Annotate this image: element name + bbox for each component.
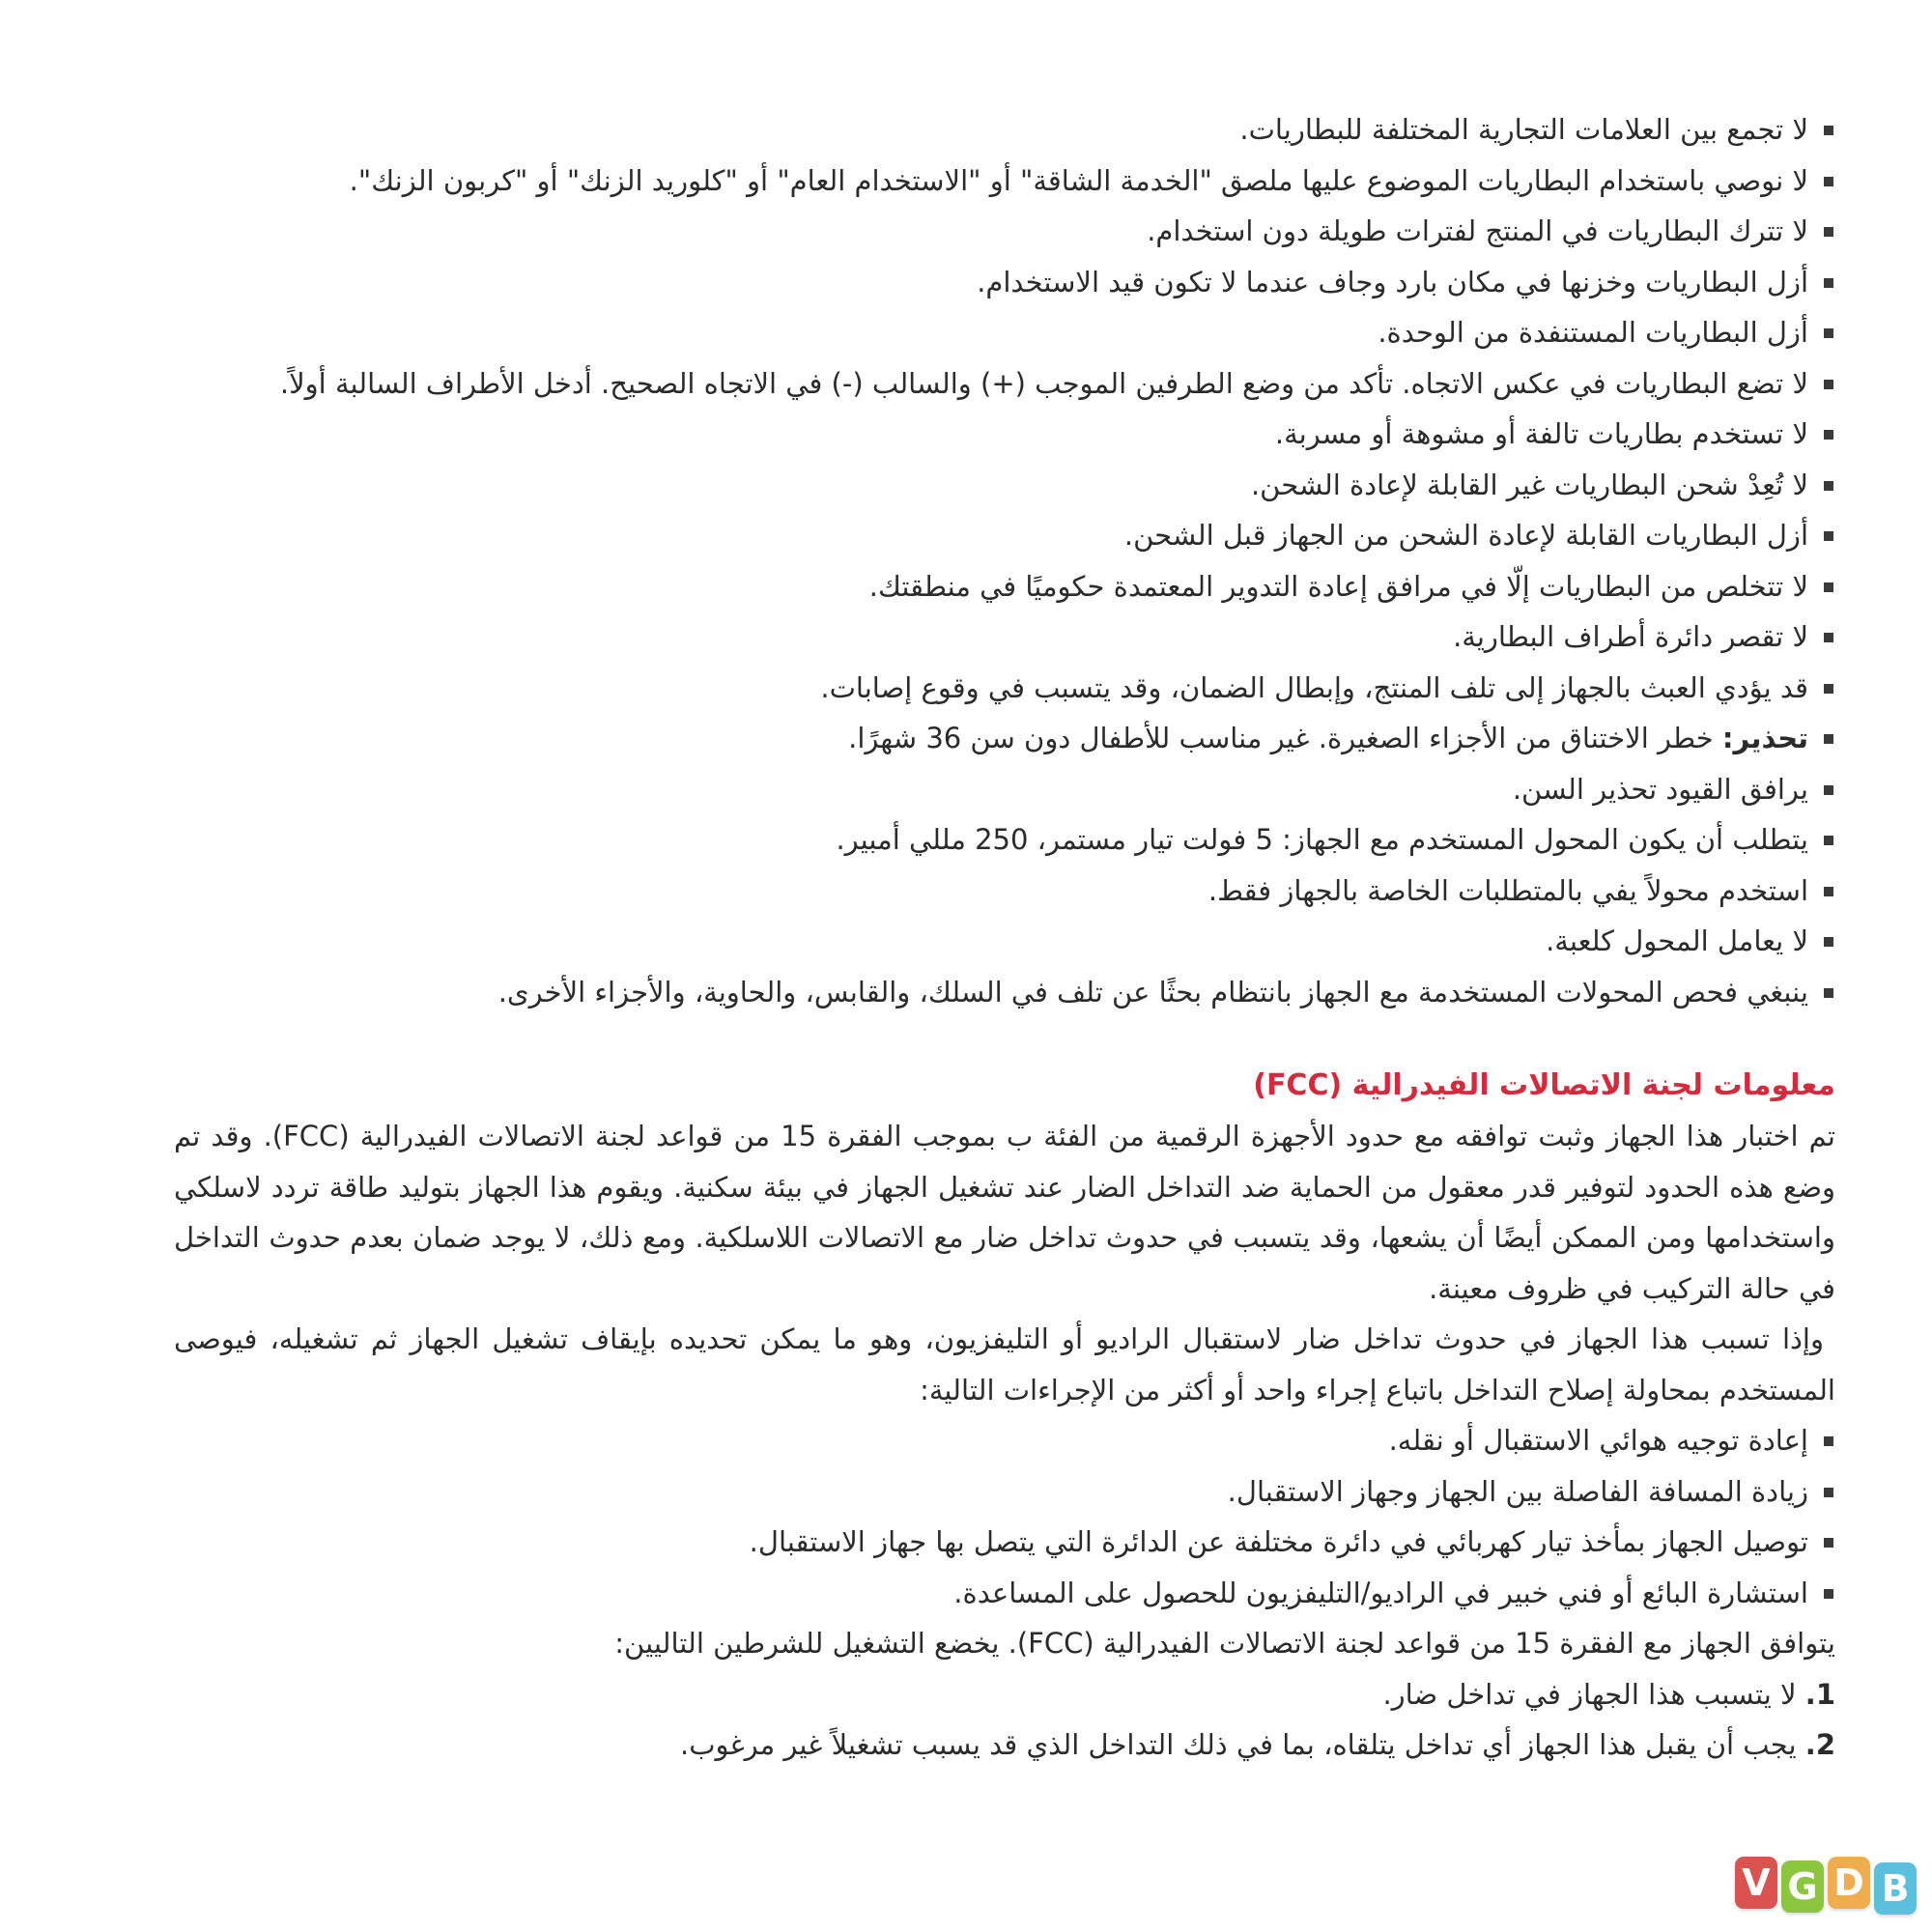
vgdb-watermark-logo [1735,1857,1917,1915]
interference-steps-list [174,1415,1835,1618]
list-item: لا يعامل المحول كلعبة. [174,916,1835,967]
fcc-conditions-list [174,1669,1835,1771]
list-item: أزل البطاريات المستنفدة من الوحدة. [174,307,1835,358]
warning-text: خطر الاختناق من الأجزاء الصغيرة. غير مناسب للأطفال دون سن 36 شهرًا. [848,722,1722,754]
list-item: استشارة البائع أو فني خبير في الراديو/التليفزيون للحصول على المساعدة. [174,1568,1835,1619]
list-item: لا تقصر دائرة أطراف البطارية. [174,611,1835,663]
battery-safety-list [174,104,1835,1017]
list-item: لا تترك البطاريات في المنتج لفترات طويلة دون استخدام. [174,206,1835,257]
list-item: لا تستخدم بطاريات تالفة أو مشوهة أو مسربة. [174,409,1835,460]
condition-number: 1. [1804,1677,1835,1711]
list-item: ينبغي فحص المحولات المستخدمة مع الجهاز بانتظام بحثًا عن تلف في السلك، والقابس، والحاوية، والأجزاء الأخرى. [174,967,1835,1018]
list-item: زيادة المسافة الفاصلة بين الجهاز وجهاز الاستقبال. [174,1466,1835,1518]
list-item: قد يؤدي العبث بالجهاز إلى تلف المنتج، وإبطال الضمان، وقد يتسبب في وقوع إصابات. [174,663,1835,714]
list-item: لا تضع البطاريات في عكس الاتجاه. تأكد من وضع الطرفين الموجب (+) والسالب (-) في الاتجاه الصحيح. أدخل الأطراف السالبة أولاً. [174,358,1835,410]
list-item: لا نوصي باستخدام البطاريات الموضوع عليها ملصق "الخدمة الشاقة" أو "الاستخدام العام" أو "كلوريد الزنك" أو "كربون الزنك". [174,156,1835,207]
list-item: أزل البطاريات القابلة لإعادة الشحن من الجهاز قبل الشحن. [174,510,1835,561]
warning-label: تحذير: [1721,722,1808,754]
watermark-letter-d: D [1828,1857,1870,1909]
watermark-letter-b: B [1874,1862,1917,1915]
list-item: يرافق القيود تحذير السن. [174,764,1835,815]
fcc-compliance-statement: يتوافق الجهاز مع الفقرة 15 من قواعد لجنة الاتصالات الفيدرالية (FCC). يخضع التشغيل للشرطين التاليين: [614,1627,1835,1660]
list-item: توصيل الجهاز بمأخذ تيار كهربائي في دائرة مختلفة عن الدائرة التي يتصل بها جهاز الاستقبال. [174,1517,1835,1568]
document-page [174,104,1835,1771]
condition-text: لا يتسبب هذا الجهاز في تداخل ضار. [1382,1677,1805,1711]
fcc-paragraph-2: وإذا تسبب هذا الجهاز في حدوث تداخل ضار لاستقبال الراديو أو التليفزيون، وهو ما يمكن تحديده بإيقاف تشغيل الجهاز ثم تشغيله، فيوصى المستخدم بمحاولة إصلاح التداخل باتباع إجراء واحد أو أكثر من الإجراءات التالية: [174,1322,1835,1406]
condition-item [174,1719,1835,1771]
list-item: لا تجمع بين العلامات التجارية المختلفة للبطاريات. [174,104,1835,156]
condition-text: يجب أن يقبل هذا الجهاز أي تداخل يتلقاه، بما في ذلك التداخل الذي قد يسبب تشغيلاً غير مرغوب. [680,1728,1805,1761]
list-item: لا تتخلص من البطاريات إلّا في مرافق إعادة التدوير المعتمدة حكوميًا في منطقتك. [174,561,1835,612]
list-item: يتطلب أن يكون المحول المستخدم مع الجهاز: 5 فولت تيار مستمر، 250 مللي أمبير. [174,814,1835,866]
list-item: لا تُعِدْ شحن البطاريات غير القابلة لإعادة الشحن. [174,460,1835,511]
watermark-letter-v: V [1735,1857,1777,1909]
watermark-letter-g: G [1781,1861,1824,1913]
choking-warning-item [174,713,1835,764]
list-item: إعادة توجيه هوائي الاستقبال أو نقله. [174,1415,1835,1466]
list-item: استخدم محولاً يفي بالمتطلبات الخاصة بالجهاز فقط. [174,866,1835,917]
condition-number: 2. [1804,1728,1835,1761]
fcc-paragraph-1: تم اختبار هذا الجهاز وثبت توافقه مع حدود الأجهزة الرقمية من الفئة ب بموجب الفقرة 15 من قواعد لجنة الاتصالات الفيدرالية (FCC). وقد تم وضع هذه الحدود لتوفير قدر معقول من الحماية ضد التداخل الضار عند تشغيل الجهاز في بيئة سكنية. ويقوم هذا الجهاز بتوليد طاقة تردد لاسلكي واستخدامها ومن الممكن أيضًا أن يشعها، وقد يتسبب في حدوث تداخل ضار مع الاتصالات اللاسلكية. ومع ذلك، لا يوجد ضمان بعدم حدوث التداخل في حالة التركيب في ظروف معينة. [174,1120,1835,1305]
fcc-heading: معلومات لجنة الاتصالات الفيدرالية (FCC) [1253,1068,1835,1102]
list-item: أزل البطاريات وخزنها في مكان بارد وجاف عندما لا تكون قيد الاستخدام. [174,257,1835,308]
condition-item [174,1669,1835,1720]
